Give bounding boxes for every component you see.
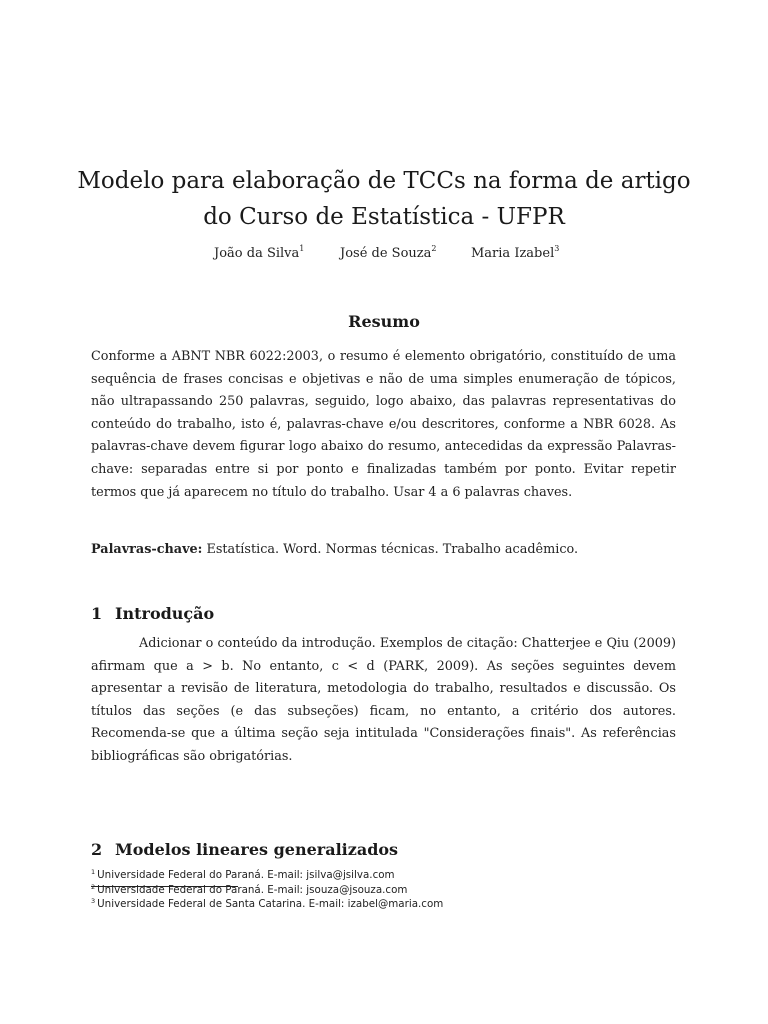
keywords-label: Palavras-chave: xyxy=(91,542,203,557)
footnote-1 xyxy=(91,868,395,883)
author-name: João da Silva xyxy=(214,246,300,261)
author-1 xyxy=(214,246,304,261)
author-name: Maria Izabel xyxy=(471,246,555,261)
footnote-number: 3 xyxy=(91,897,96,905)
footnote-text: Universidade Federal do Paraná. E-mail: jsouza@jsouza.com xyxy=(97,883,408,896)
footnote-mark[interactable]: 3 xyxy=(554,244,560,253)
document-title: Modelo para elaboração de TCCs na forma de artigo do Curso de Estatística - UFPR xyxy=(77,168,691,230)
footnote-3 xyxy=(91,897,443,912)
keywords-line xyxy=(91,539,691,561)
section-heading-introducao xyxy=(91,604,214,623)
section-heading-modelos xyxy=(91,840,398,859)
author-3 xyxy=(471,246,559,261)
footnote-mark[interactable]: 2 xyxy=(431,244,437,253)
author-name: José de Souza xyxy=(340,246,432,261)
abstract-heading: Resumo xyxy=(348,312,420,331)
footnote-number: 2 xyxy=(91,882,96,891)
footnote-text: Universidade Federal de Santa Catarina. E-mail: izabel@maria.com xyxy=(97,898,444,910)
section-number: 2 xyxy=(91,840,103,859)
abstract-text: Conforme a ABNT NBR 6022:2003, o resumo é elemento obrigatório, constituído de uma sequência de frases concisas e objetivas e não de uma simples enumeração de tópicos, não ultrapassando 250 palavras, seguido, logo abaixo, das palavras representativas do conteúdo do trabalho, isto é, palavras-chave e/ou descritores, conforme a NBR 6028. As palavras-chave devem figurar logo abaixo do resumo, antecedidas da expressão Palavras-chave: separadas entre si por ponto e finalizadas também por ponto. Evitar repetir termos que já aparecem no título do trabalho. Usar 4 a 6 palavras chaves. xyxy=(91,349,676,500)
footnote-2 xyxy=(91,883,407,898)
footnote-number: 1 xyxy=(91,868,96,876)
author-list xyxy=(0,246,768,266)
keywords-text: Estatística. Word. Normas técnicas. Trabalho acadêmico. xyxy=(206,542,579,557)
footnote-mark[interactable]: 1 xyxy=(299,244,305,253)
section-title: Introdução xyxy=(115,604,215,623)
author-2 xyxy=(340,246,436,261)
introduction-text: Adicionar o conteúdo da introdução. Exemplos de citação: Chatterjee e Qiu (2009) afirmam que a > b. No entanto, c < d (PARK, 2009). As seções seguintes devem apresentar a revisão de literatura, metodologia do trabalho, resultados e discussão. Os títulos das seções (e das subseções) ficam, no entanto, a critério dos autores. Recomenda-se que a última seção seja intitulada "Considerações finais". As referências bibliográficas são obrigatórias. xyxy=(91,636,676,764)
footnote-text: Universidade Federal do Paraná. E-mail: jsilva@jsilva.com xyxy=(97,869,395,881)
section-title: Modelos lineares generalizados xyxy=(115,840,399,859)
section-number: 1 xyxy=(91,604,103,623)
